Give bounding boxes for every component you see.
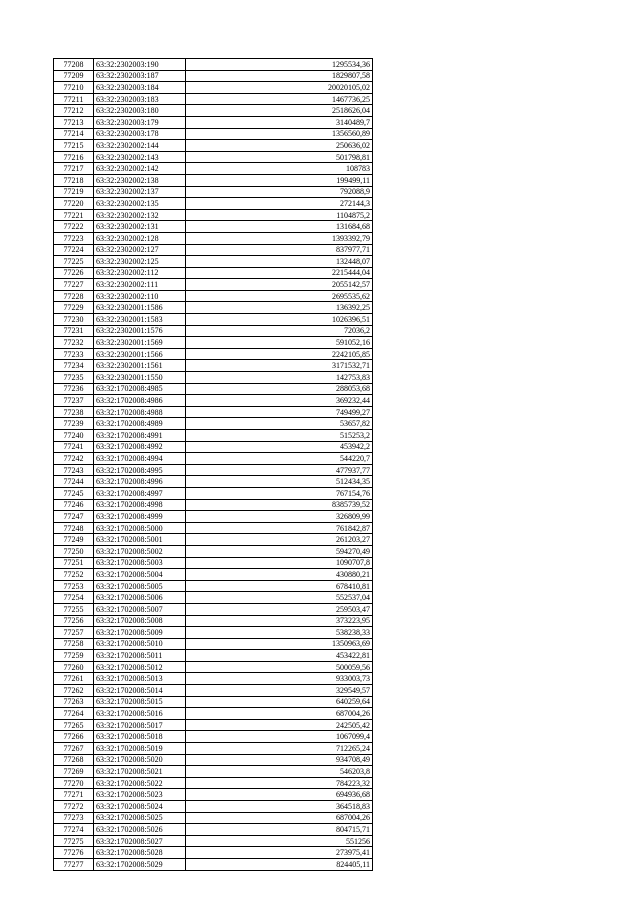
row-number-cell: 77232 xyxy=(54,337,94,349)
cadastral-number-cell: 63:32:2302002:135 xyxy=(94,198,186,210)
row-number-cell: 77250 xyxy=(54,545,94,557)
value-cell: 2215444,04 xyxy=(186,267,373,279)
value-cell: 288053,68 xyxy=(186,383,373,395)
value-cell: 259503,47 xyxy=(186,603,373,615)
value-cell: 767154,76 xyxy=(186,487,373,499)
row-number-cell: 77268 xyxy=(54,754,94,766)
cadastral-number-cell: 63:32:1702008:5007 xyxy=(94,603,186,615)
value-cell: 8385739,52 xyxy=(186,499,373,511)
table-row xyxy=(54,835,373,847)
value-cell: 53657,82 xyxy=(186,418,373,430)
value-cell: 108783 xyxy=(186,163,373,175)
cadastral-number-cell: 63:32:2302001:1566 xyxy=(94,348,186,360)
cadastral-number-cell: 63:32:2302002:128 xyxy=(94,232,186,244)
cadastral-number-cell: 63:32:1702008:5017 xyxy=(94,719,186,731)
row-number-cell: 77276 xyxy=(54,847,94,859)
table-row xyxy=(54,360,373,372)
table-row xyxy=(54,395,373,407)
table-row xyxy=(54,464,373,476)
table-row xyxy=(54,105,373,117)
table-row xyxy=(54,93,373,105)
table-row xyxy=(54,812,373,824)
value-cell: 804715,71 xyxy=(186,824,373,836)
value-cell: 364518,83 xyxy=(186,801,373,813)
table-row xyxy=(54,290,373,302)
value-cell: 501798,81 xyxy=(186,151,373,163)
row-number-cell: 77257 xyxy=(54,627,94,639)
data-table xyxy=(53,58,373,871)
value-cell: 933003,73 xyxy=(186,673,373,685)
cadastral-number-cell: 63:32:1702008:4996 xyxy=(94,476,186,488)
value-cell: 694936,68 xyxy=(186,789,373,801)
row-number-cell: 77252 xyxy=(54,569,94,581)
row-number-cell: 77238 xyxy=(54,406,94,418)
table-row xyxy=(54,661,373,673)
cadastral-number-cell: 63:32:1702008:5011 xyxy=(94,650,186,662)
table-row xyxy=(54,221,373,233)
table-row xyxy=(54,545,373,557)
cadastral-number-cell: 63:32:2302002:138 xyxy=(94,174,186,186)
value-cell: 552537,04 xyxy=(186,592,373,604)
cadastral-number-cell: 63:32:2302001:1576 xyxy=(94,325,186,337)
row-number-cell: 77256 xyxy=(54,615,94,627)
value-cell: 761842,87 xyxy=(186,522,373,534)
row-number-cell: 77271 xyxy=(54,789,94,801)
value-cell: 784223,32 xyxy=(186,777,373,789)
row-number-cell: 77253 xyxy=(54,580,94,592)
value-cell: 3171532,71 xyxy=(186,360,373,372)
value-cell: 72036,2 xyxy=(186,325,373,337)
cadastral-number-cell: 63:32:2302002:131 xyxy=(94,221,186,233)
cadastral-number-cell: 63:32:2302003:183 xyxy=(94,93,186,105)
table-row xyxy=(54,372,373,384)
row-number-cell: 77260 xyxy=(54,661,94,673)
table-row xyxy=(54,847,373,859)
value-cell: 136392,25 xyxy=(186,302,373,314)
table-row xyxy=(54,569,373,581)
table-row xyxy=(54,858,373,870)
row-number-cell: 77225 xyxy=(54,256,94,268)
cadastral-number-cell: 63:32:1702008:4994 xyxy=(94,453,186,465)
row-number-cell: 77267 xyxy=(54,743,94,755)
row-number-cell: 77222 xyxy=(54,221,94,233)
table-row xyxy=(54,209,373,221)
table-row xyxy=(54,267,373,279)
row-number-cell: 77210 xyxy=(54,82,94,94)
table-row xyxy=(54,789,373,801)
row-number-cell: 77248 xyxy=(54,522,94,534)
cadastral-number-cell: 63:32:1702008:5010 xyxy=(94,638,186,650)
row-number-cell: 77211 xyxy=(54,93,94,105)
cadastral-number-cell: 63:32:2302002:111 xyxy=(94,279,186,291)
table-row xyxy=(54,476,373,488)
table-row xyxy=(54,163,373,175)
value-cell: 132448,07 xyxy=(186,256,373,268)
value-cell: 640259,64 xyxy=(186,696,373,708)
value-cell: 1829807,58 xyxy=(186,70,373,82)
row-number-cell: 77247 xyxy=(54,511,94,523)
cadastral-number-cell: 63:32:2302001:1583 xyxy=(94,314,186,326)
cadastral-number-cell: 63:32:1702008:4992 xyxy=(94,441,186,453)
table-body xyxy=(54,59,373,871)
table-row xyxy=(54,534,373,546)
cadastral-number-cell: 63:32:1702008:4998 xyxy=(94,499,186,511)
cadastral-number-cell: 63:32:2302002:112 xyxy=(94,267,186,279)
table-row xyxy=(54,511,373,523)
row-number-cell: 77217 xyxy=(54,163,94,175)
row-number-cell: 77209 xyxy=(54,70,94,82)
row-number-cell: 77262 xyxy=(54,685,94,697)
table-row xyxy=(54,673,373,685)
row-number-cell: 77241 xyxy=(54,441,94,453)
value-cell: 1350963,69 xyxy=(186,638,373,650)
cadastral-number-cell: 63:32:1702008:5003 xyxy=(94,557,186,569)
row-number-cell: 77212 xyxy=(54,105,94,117)
value-cell: 551256 xyxy=(186,835,373,847)
value-cell: 2695535,62 xyxy=(186,290,373,302)
table-row xyxy=(54,580,373,592)
table-row xyxy=(54,314,373,326)
cadastral-number-cell: 63:32:1702008:5008 xyxy=(94,615,186,627)
value-cell: 500059,56 xyxy=(186,661,373,673)
table-row xyxy=(54,406,373,418)
value-cell: 538238,33 xyxy=(186,627,373,639)
row-number-cell: 77220 xyxy=(54,198,94,210)
cadastral-number-cell: 63:32:2302003:187 xyxy=(94,70,186,82)
row-number-cell: 77233 xyxy=(54,348,94,360)
cadastral-number-cell: 63:32:1702008:4997 xyxy=(94,487,186,499)
row-number-cell: 77226 xyxy=(54,267,94,279)
table-row xyxy=(54,453,373,465)
cadastral-number-cell: 63:32:1702008:5019 xyxy=(94,743,186,755)
table-row xyxy=(54,186,373,198)
value-cell: 1090707,8 xyxy=(186,557,373,569)
cadastral-number-cell: 63:32:1702008:5022 xyxy=(94,777,186,789)
value-cell: 544220,7 xyxy=(186,453,373,465)
value-cell: 1026396,51 xyxy=(186,314,373,326)
row-number-cell: 77234 xyxy=(54,360,94,372)
cadastral-number-cell: 63:32:1702008:5002 xyxy=(94,545,186,557)
row-number-cell: 77249 xyxy=(54,534,94,546)
value-cell: 591052,16 xyxy=(186,337,373,349)
row-number-cell: 77277 xyxy=(54,858,94,870)
row-number-cell: 77258 xyxy=(54,638,94,650)
cadastral-number-cell: 63:32:1702008:4986 xyxy=(94,395,186,407)
row-number-cell: 77213 xyxy=(54,116,94,128)
cadastral-number-cell: 63:32:1702008:5004 xyxy=(94,569,186,581)
table-row xyxy=(54,638,373,650)
table-row xyxy=(54,244,373,256)
cadastral-number-cell: 63:32:1702008:4985 xyxy=(94,383,186,395)
table-row xyxy=(54,627,373,639)
table-row xyxy=(54,140,373,152)
cadastral-number-cell: 63:32:1702008:5014 xyxy=(94,685,186,697)
value-cell: 261203,27 xyxy=(186,534,373,546)
row-number-cell: 77266 xyxy=(54,731,94,743)
table-row xyxy=(54,383,373,395)
table-row xyxy=(54,754,373,766)
value-cell: 512434,35 xyxy=(186,476,373,488)
row-number-cell: 77251 xyxy=(54,557,94,569)
cadastral-number-cell: 63:32:1702008:5009 xyxy=(94,627,186,639)
cadastral-number-cell: 63:32:2302002:110 xyxy=(94,290,186,302)
table-row xyxy=(54,777,373,789)
cadastral-number-cell: 63:32:2302001:1550 xyxy=(94,372,186,384)
value-cell: 2518626,04 xyxy=(186,105,373,117)
row-number-cell: 77227 xyxy=(54,279,94,291)
table-row xyxy=(54,151,373,163)
row-number-cell: 77243 xyxy=(54,464,94,476)
row-number-cell: 77245 xyxy=(54,487,94,499)
cadastral-number-cell: 63:32:1702008:5020 xyxy=(94,754,186,766)
value-cell: 326809,99 xyxy=(186,511,373,523)
table-row xyxy=(54,337,373,349)
row-number-cell: 77264 xyxy=(54,708,94,720)
table-row xyxy=(54,743,373,755)
row-number-cell: 77244 xyxy=(54,476,94,488)
row-number-cell: 77228 xyxy=(54,290,94,302)
table-row xyxy=(54,232,373,244)
row-number-cell: 77231 xyxy=(54,325,94,337)
row-number-cell: 77275 xyxy=(54,835,94,847)
value-cell: 678410,81 xyxy=(186,580,373,592)
value-cell: 687004,26 xyxy=(186,812,373,824)
table-row xyxy=(54,499,373,511)
cadastral-number-cell: 63:32:2302002:142 xyxy=(94,163,186,175)
table-row xyxy=(54,430,373,442)
value-cell: 273975,41 xyxy=(186,847,373,859)
value-cell: 824405,11 xyxy=(186,858,373,870)
cadastral-number-cell: 63:32:2302002:127 xyxy=(94,244,186,256)
value-cell: 453942,2 xyxy=(186,441,373,453)
value-cell: 453422,81 xyxy=(186,650,373,662)
value-cell: 515253,2 xyxy=(186,430,373,442)
value-cell: 131684,68 xyxy=(186,221,373,233)
table-row xyxy=(54,557,373,569)
cadastral-number-cell: 63:32:1702008:5023 xyxy=(94,789,186,801)
value-cell: 934708,49 xyxy=(186,754,373,766)
cadastral-number-cell: 63:32:2302002:144 xyxy=(94,140,186,152)
row-number-cell: 77261 xyxy=(54,673,94,685)
value-cell: 369232,44 xyxy=(186,395,373,407)
table-row xyxy=(54,696,373,708)
value-cell: 1104875,2 xyxy=(186,209,373,221)
value-cell: 373223,95 xyxy=(186,615,373,627)
cadastral-number-cell: 63:32:2302003:184 xyxy=(94,82,186,94)
cadastral-number-cell: 63:32:2302001:1586 xyxy=(94,302,186,314)
value-cell: 712265,24 xyxy=(186,743,373,755)
row-number-cell: 77274 xyxy=(54,824,94,836)
table-row xyxy=(54,116,373,128)
cadastral-number-cell: 63:32:1702008:4999 xyxy=(94,511,186,523)
value-cell: 1356560,89 xyxy=(186,128,373,140)
table-row xyxy=(54,59,373,71)
value-cell: 2242105,85 xyxy=(186,348,373,360)
value-cell: 477937,77 xyxy=(186,464,373,476)
table-row xyxy=(54,418,373,430)
cadastral-number-cell: 63:32:1702008:4989 xyxy=(94,418,186,430)
value-cell: 2055142,57 xyxy=(186,279,373,291)
table-row xyxy=(54,82,373,94)
value-cell: 837977,71 xyxy=(186,244,373,256)
row-number-cell: 77239 xyxy=(54,418,94,430)
table-row xyxy=(54,487,373,499)
cadastral-number-cell: 63:32:2302001:1569 xyxy=(94,337,186,349)
table-row xyxy=(54,325,373,337)
value-cell: 430880,21 xyxy=(186,569,373,581)
table-row xyxy=(54,731,373,743)
table-row xyxy=(54,801,373,813)
value-cell: 242505,42 xyxy=(186,719,373,731)
cadastral-number-cell: 63:32:2302002:125 xyxy=(94,256,186,268)
table-row xyxy=(54,824,373,836)
cadastral-number-cell: 63:32:1702008:5001 xyxy=(94,534,186,546)
table-row xyxy=(54,603,373,615)
table-row xyxy=(54,174,373,186)
cadastral-number-cell: 63:32:1702008:5021 xyxy=(94,766,186,778)
cadastral-number-cell: 63:32:2302003:180 xyxy=(94,105,186,117)
value-cell: 1067099,4 xyxy=(186,731,373,743)
value-cell: 329549,57 xyxy=(186,685,373,697)
table-row xyxy=(54,766,373,778)
value-cell: 142753,83 xyxy=(186,372,373,384)
table-row xyxy=(54,650,373,662)
row-number-cell: 77216 xyxy=(54,151,94,163)
row-number-cell: 77269 xyxy=(54,766,94,778)
cadastral-number-cell: 63:32:2302002:132 xyxy=(94,209,186,221)
cadastral-number-cell: 63:32:1702008:5016 xyxy=(94,708,186,720)
value-cell: 250636,02 xyxy=(186,140,373,152)
value-cell: 749499,27 xyxy=(186,406,373,418)
cadastral-number-cell: 63:32:2302002:143 xyxy=(94,151,186,163)
cadastral-number-cell: 63:32:1702008:5025 xyxy=(94,812,186,824)
value-cell: 1467736,25 xyxy=(186,93,373,105)
cadastral-number-cell: 63:32:2302002:137 xyxy=(94,186,186,198)
table-row xyxy=(54,522,373,534)
row-number-cell: 77230 xyxy=(54,314,94,326)
table-row xyxy=(54,592,373,604)
cadastral-number-cell: 63:32:2302001:1561 xyxy=(94,360,186,372)
cadastral-number-cell: 63:32:1702008:5005 xyxy=(94,580,186,592)
cadastral-number-cell: 63:32:1702008:4988 xyxy=(94,406,186,418)
cadastral-number-cell: 63:32:1702008:5028 xyxy=(94,847,186,859)
value-cell: 1295534,36 xyxy=(186,59,373,71)
row-number-cell: 77272 xyxy=(54,801,94,813)
value-cell: 792088,9 xyxy=(186,186,373,198)
value-cell: 594270,49 xyxy=(186,545,373,557)
cadastral-number-cell: 63:32:1702008:4991 xyxy=(94,430,186,442)
row-number-cell: 77219 xyxy=(54,186,94,198)
value-cell: 3140489,7 xyxy=(186,116,373,128)
table-row xyxy=(54,70,373,82)
value-cell: 546203,8 xyxy=(186,766,373,778)
row-number-cell: 77224 xyxy=(54,244,94,256)
table-row xyxy=(54,256,373,268)
row-number-cell: 77259 xyxy=(54,650,94,662)
value-cell: 20020105,02 xyxy=(186,82,373,94)
row-number-cell: 77246 xyxy=(54,499,94,511)
row-number-cell: 77214 xyxy=(54,128,94,140)
row-number-cell: 77265 xyxy=(54,719,94,731)
table-row xyxy=(54,279,373,291)
table-row xyxy=(54,198,373,210)
row-number-cell: 77273 xyxy=(54,812,94,824)
cadastral-number-cell: 63:32:1702008:5012 xyxy=(94,661,186,673)
cadastral-number-cell: 63:32:2302003:179 xyxy=(94,116,186,128)
table-row xyxy=(54,302,373,314)
row-number-cell: 77236 xyxy=(54,383,94,395)
row-number-cell: 77242 xyxy=(54,453,94,465)
row-number-cell: 77221 xyxy=(54,209,94,221)
table-row xyxy=(54,615,373,627)
cadastral-number-cell: 63:32:1702008:5024 xyxy=(94,801,186,813)
value-cell: 199499,11 xyxy=(186,174,373,186)
cadastral-number-cell: 63:32:1702008:5029 xyxy=(94,858,186,870)
row-number-cell: 77218 xyxy=(54,174,94,186)
table-row xyxy=(54,128,373,140)
cadastral-number-cell: 63:32:1702008:5006 xyxy=(94,592,186,604)
table-row xyxy=(54,348,373,360)
row-number-cell: 77237 xyxy=(54,395,94,407)
cadastral-number-cell: 63:32:2302003:178 xyxy=(94,128,186,140)
row-number-cell: 77255 xyxy=(54,603,94,615)
value-cell: 1393392,79 xyxy=(186,232,373,244)
row-number-cell: 77235 xyxy=(54,372,94,384)
cadastral-number-cell: 63:32:2302003:190 xyxy=(94,59,186,71)
row-number-cell: 77208 xyxy=(54,59,94,71)
row-number-cell: 77215 xyxy=(54,140,94,152)
cadastral-number-cell: 63:32:1702008:4995 xyxy=(94,464,186,476)
cadastral-number-cell: 63:32:1702008:5013 xyxy=(94,673,186,685)
value-cell: 272144,3 xyxy=(186,198,373,210)
table-row xyxy=(54,441,373,453)
cadastral-number-cell: 63:32:1702008:5015 xyxy=(94,696,186,708)
row-number-cell: 77240 xyxy=(54,430,94,442)
table-row xyxy=(54,708,373,720)
row-number-cell: 77229 xyxy=(54,302,94,314)
cadastral-number-cell: 63:32:1702008:5000 xyxy=(94,522,186,534)
table-row xyxy=(54,719,373,731)
cadastral-number-cell: 63:32:1702008:5026 xyxy=(94,824,186,836)
row-number-cell: 77270 xyxy=(54,777,94,789)
cadastral-number-cell: 63:32:1702008:5018 xyxy=(94,731,186,743)
row-number-cell: 77223 xyxy=(54,232,94,244)
table-row xyxy=(54,685,373,697)
value-cell: 687004,26 xyxy=(186,708,373,720)
row-number-cell: 77263 xyxy=(54,696,94,708)
row-number-cell: 77254 xyxy=(54,592,94,604)
cadastral-number-cell: 63:32:1702008:5027 xyxy=(94,835,186,847)
